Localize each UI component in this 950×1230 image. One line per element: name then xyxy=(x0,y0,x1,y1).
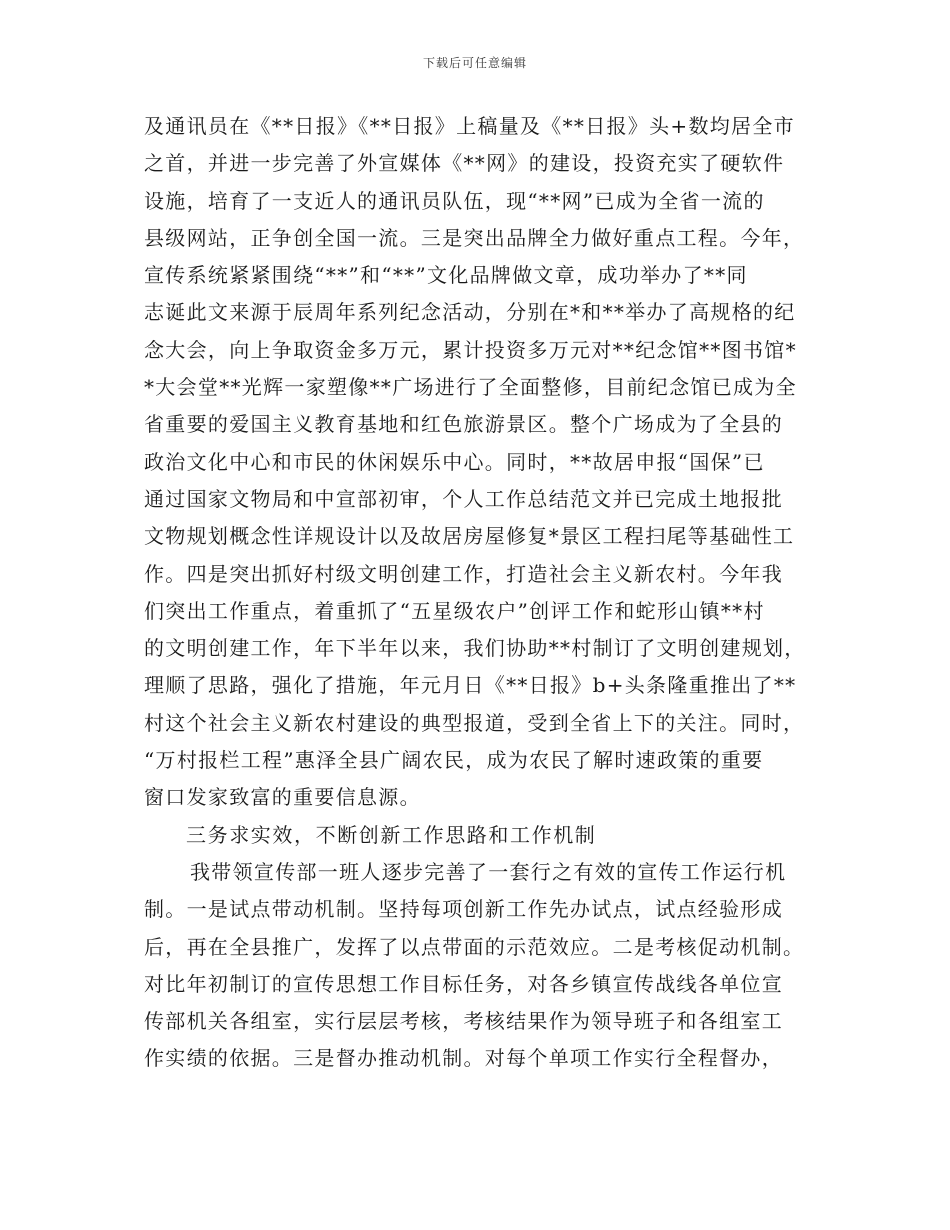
document-body xyxy=(144,108,809,1115)
paragraph-first-line: 我带领宣传部一班人逐步完善了一套行之有效的宣传工作运行机 xyxy=(190,859,787,884)
text-line: 对比年初制订的宣传思想工作目标任务，对各乡镇宣传战线各单位宣 xyxy=(144,971,783,996)
text-line: 理顺了思路，强化了措施，年元月日《**日报》b+头条隆重推出了** xyxy=(144,673,797,698)
text-line: 政治文化中心和市民的休闲娱乐中心。同时，**故居申报“国保”已 xyxy=(144,449,765,474)
text-line: “万村报栏工程”惠泽全县广阔农民，成为农民了解时速政策的重要 xyxy=(144,748,764,773)
text-line: 传部机关各组室，实行层层考核，考核结果作为领导班子和各组室工 xyxy=(144,1009,783,1034)
text-line: 及通讯员在《**日报》《**日报》上稿量及《**日报》头+数均居全市 xyxy=(144,114,795,138)
text-line: *大会堂**光辉一家塑像**广场进行了全面整修，目前纪念馆已成为全 xyxy=(144,375,797,400)
section-heading: 三务求实效，不断创新工作思路和工作机制 xyxy=(186,822,597,847)
text-line: 们突出工作重点，着重抓了“五星级农户”创评工作和蛇形山镇**村 xyxy=(144,598,765,623)
text-line: 念大会，向上争取资金多万元，累计投资多万元对**纪念馆**图书馆* xyxy=(144,337,797,362)
text-line: 设施，培育了一支近人的通讯员队伍，现“**网”已成为全省一流的 xyxy=(144,188,765,213)
text-line: 村这个社会主义新农村建设的典型报道，受到全省上下的关注。同时， xyxy=(144,710,805,735)
text-line: 制。一是试点带动机制。坚持每项创新工作先办试点，试点经验形成 xyxy=(144,897,783,922)
text-line xyxy=(144,1078,809,1115)
text-line: 文物规划概念性详规设计以及故居房屋修复*景区工程扫尾等基础性工 xyxy=(144,524,795,549)
text-line: 宣传系统紧紧围绕“**”和“**”文化品牌做文章，成功举办了**同 xyxy=(144,263,748,288)
text-line: 通过国家文物局和中宣部初审，个人工作总结范文并已完成土地报批 xyxy=(144,486,783,511)
text-line: 县级网站，正争创全国一流。三是突出品牌全力做好重点工程。今年， xyxy=(144,225,805,250)
text-line: 作。四是突出抓好村级文明创建工作，打造社会主义新农村。今年我 xyxy=(144,561,783,586)
text-line: 省重要的爱国主义教育基地和红色旅游景区。整个广场成为了全县的 xyxy=(144,412,783,437)
text-line: 作实绩的依据。三是督办推动机制。对每个单项工作实行全程督办， xyxy=(144,1046,783,1071)
text-line: 之首，并进一步完善了外宣媒体《**网》的建设，投资充实了硬软件 xyxy=(144,151,785,176)
page-header: 下载后可任意编辑 xyxy=(422,56,527,70)
text-line: 志诞此文来源于辰周年系列纪念活动，分别在*和**举办了高规格的纪 xyxy=(144,300,796,325)
text-line: 后，再在全县推广，发挥了以点带面的示范效应。二是考核促动机制。 xyxy=(144,934,805,959)
text-line: 窗口发家致富的重要信息源。 xyxy=(144,785,421,810)
text-line: 的文明创建工作，年下半年以来，我们协助**村制订了文明创建规划， xyxy=(144,636,806,661)
